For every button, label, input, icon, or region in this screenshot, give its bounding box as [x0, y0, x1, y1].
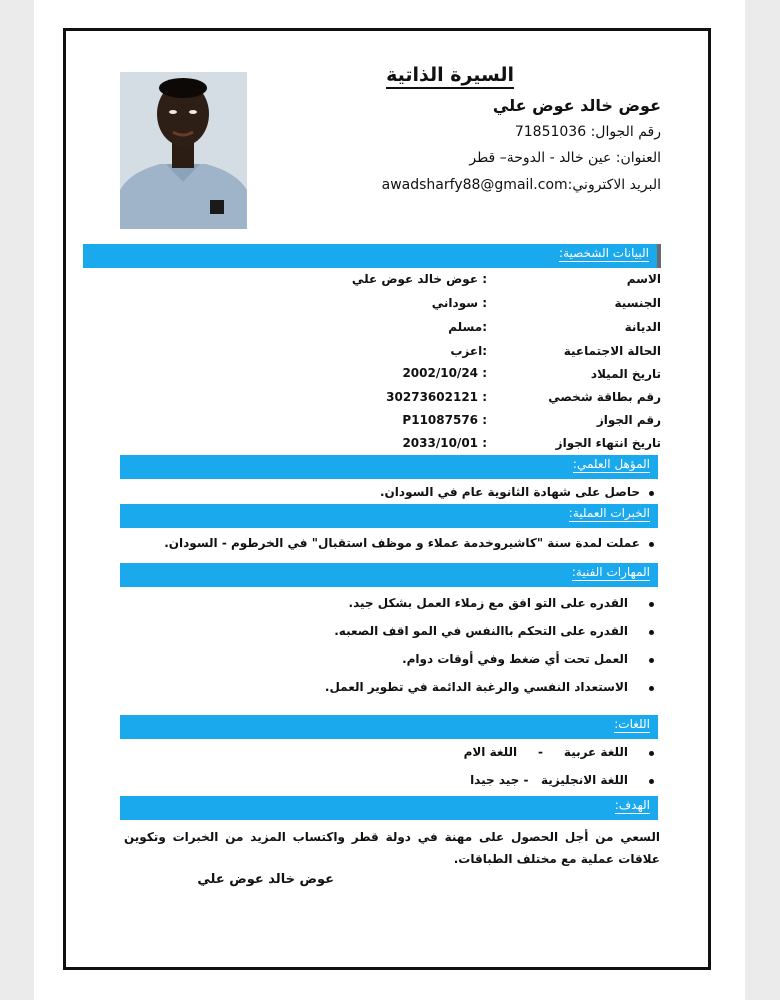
- bullet-dot: [649, 751, 654, 756]
- bullet-dot: [649, 686, 654, 691]
- section-title-goal: الهدف:: [614, 798, 650, 812]
- bullet-dot: [649, 630, 654, 635]
- value-passport: P11087576 :: [402, 413, 487, 427]
- section-title-personal: البيانات الشخصية:: [559, 246, 649, 260]
- cv-name: عوض خالد عوض علي: [492, 96, 661, 115]
- label-passport-expiry: تاريخ انتهاء الجواز: [555, 436, 661, 450]
- skill-item: القدره على التو افق مع زملاء العمل بشكل جيد.: [348, 596, 628, 610]
- label-religion: الديانة: [624, 320, 661, 334]
- bullet-dot: [649, 779, 654, 784]
- section-bar-languages: [120, 715, 658, 739]
- section-marker: [657, 244, 661, 268]
- section-bar-skills: [120, 563, 658, 587]
- value-religion: :مسلم: [448, 320, 487, 334]
- section-bar-education: [120, 455, 658, 479]
- bullet-dot: [649, 658, 654, 663]
- section-bar-experience: [120, 504, 658, 528]
- profile-photo: [120, 72, 247, 229]
- signature: عوض خالد عوض علي: [197, 872, 334, 887]
- bullet-dot: [649, 602, 654, 607]
- skill-item: العمل تحت أي ضغط وفي أوقات دوام.: [402, 652, 628, 666]
- goal-text: السعي من أجل الحصول على مهنة في دولة قطر واكتساب المزيد من الخبرات وتكوين علاقات عملية مع مختلف الطباقات.: [124, 830, 660, 866]
- email-line: البريد الاكتروني:awadsharfy88@gmail.com: [381, 177, 661, 193]
- label-passport: رقم الجواز: [596, 413, 661, 427]
- bullet-dot: [649, 491, 654, 496]
- education-item: حاصل على شهادة الثانوية عام في السودان.: [380, 485, 640, 499]
- value-passport-expiry: 2033/10/01 :: [402, 436, 487, 450]
- label-nationality: الجنسية: [614, 296, 661, 310]
- language-item: اللغة عربية - اللغة الام: [463, 745, 628, 759]
- label-name: الاسم: [626, 272, 661, 286]
- bullet-dot: [649, 542, 654, 547]
- value-name: : عوض خالد عوض علي: [351, 272, 487, 286]
- cv-title: السيرة الذاتية: [386, 64, 514, 89]
- value-nationality: : سوداني: [431, 296, 487, 310]
- label-marital-status: الحالة الاجتماعية: [563, 344, 661, 358]
- value-birth-date: 2002/10/24 :: [402, 366, 487, 380]
- skill-item: القدره على التحكم باالنفس في المو اقف الصعبه.: [334, 624, 628, 638]
- phone-line: رقم الجوال: 71851036: [514, 124, 661, 140]
- section-bar-goal: [120, 796, 658, 820]
- section-title-skills: المهارات الفنية:: [571, 565, 650, 579]
- section-title-experience: الخبرات العملية:: [568, 506, 650, 520]
- value-id-number: 30273602121 :: [386, 390, 487, 404]
- label-birth-date: تاريخ الميلاد: [590, 367, 661, 381]
- language-item: اللغة الانجليزية - جيد جيدا: [470, 773, 628, 787]
- label-id-number: رقم بطاقة شخصي: [548, 390, 661, 404]
- section-title-education: المؤهل العلمي:: [572, 457, 650, 471]
- value-marital-status: :اعزب: [450, 344, 487, 358]
- experience-item: عملت لمدة سنة "كاشيروخدمة عملاء و موظف استقبال" في الخرطوم - السودان.: [164, 536, 640, 550]
- section-title-languages: اللغات:: [614, 717, 650, 731]
- section-bar-personal: [83, 244, 661, 268]
- address-line: العنوان: عين خالد - الدوحة– قطر: [469, 150, 661, 166]
- skill-item: الاستعداد النفسي والرغبة الدائمة في تطوير العمل.: [324, 680, 628, 694]
